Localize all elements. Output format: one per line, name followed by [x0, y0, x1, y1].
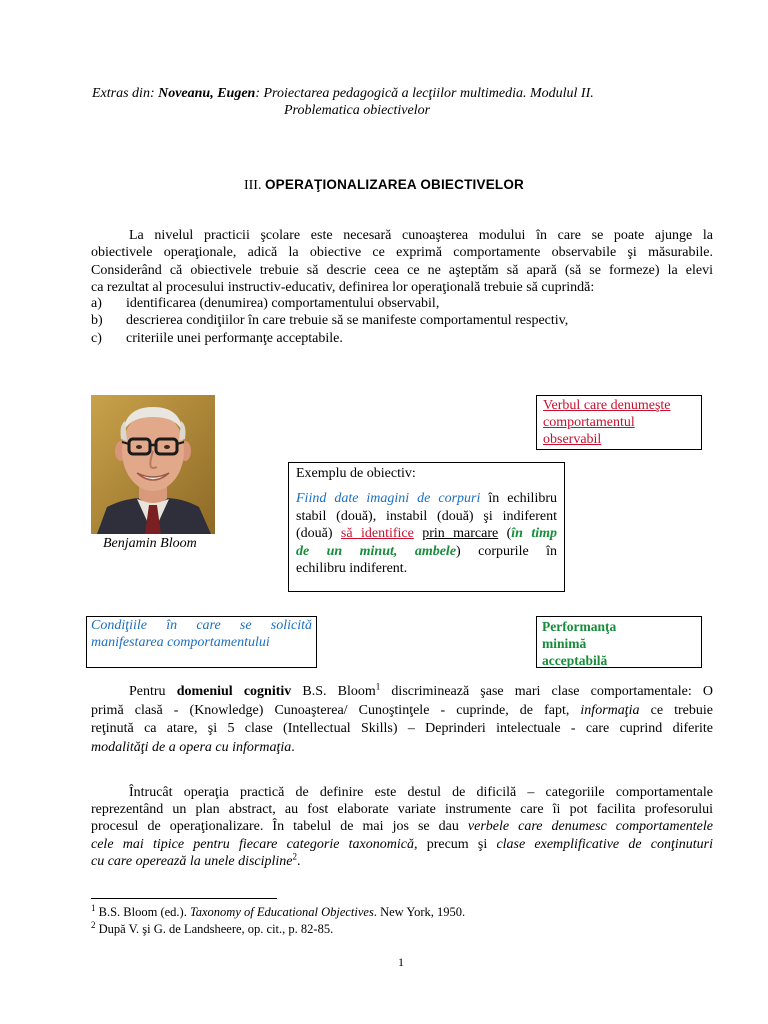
header-author: Noveanu, Eugen	[158, 86, 256, 101]
footnote-ref-1[interactable]: 1	[375, 681, 381, 692]
footnote-2: $^2$ După V. şi G. de Landsheere, op. cit., p. 82-85.	[91, 919, 334, 936]
footnote-ref-2[interactable]: 2	[292, 851, 298, 862]
operationalization-paragraph: Întrucât operaţia practică de definire este destul de dificilă – categoriile comportamentale reprezentând un plan abstract, au fost elaborate variate instrumente care îi pot facilita profesorului procesul de operaţionalizare. În tabelul de mai jos se dau verbele care denumesc comportamentele cele mai tipice pentru fiecare categorie taxonomică, precum şi clase exemplificative de conţinuturi cu care operează la unele discipline$^2$.	[91, 785, 713, 869]
header-subtitle: Problematica obiectivelor	[284, 103, 431, 118]
portrait-caption: Benjamin Bloom	[103, 536, 197, 551]
objective-example-box: Exemplu de obiectiv: Fiind date imagini de corpuri în echilibru stabil (două), instabil (două) şi indiferent (două) să identifice prin marcare (în timp de un minut, ambele) corpurile în echilibru indiferent.	[288, 462, 565, 592]
benjamin-bloom-portrait	[91, 395, 215, 534]
conditions-callout-box: Condiţiile în care se solicită manifestarea comportamentului	[86, 616, 317, 668]
criteria-list	[91, 295, 568, 347]
section-heading: III. OPERAŢIONALIZAREA OBIECTIVELOR	[243, 177, 524, 193]
intro-paragraph: La nivelul practicii şcolare este necesară cunoaşterea modului în care se poate ajunge la obiectivele operaţionale, adică la obiective ce exprimă comportamente observabile şi măsurabile. Considerând că obiectivele trebuie să descrie ceea ce ne aşteptăm să apară (să se formeze) la elevi ca rezultat al procesului instructiv-educativ, definirea lor operaţională trebuie să cuprindă:	[91, 228, 713, 296]
portrait-image	[91, 395, 215, 534]
header-citation: Extras din: Noveanu, Eugen: Proiectarea pedagogică a lecţiilor multimedia. Modulul II.	[92, 86, 594, 101]
cognitive-domain-paragraph: Pentru domeniul cognitiv B.S. Bloom$^1$ discriminează şase mari clase comportamentale: O primă clasă - (Knowledge) Cunoaşterea/ Cunoştinţele - cuprinde, de fapt, informaţia ce trebuie reţinută ca atare, şi 5 clase (Intellectual Skills) – Deprinderi intelectuale - care cuprind diferite modalităţi de a opera cu informaţia.	[91, 681, 713, 755]
performance-callout-box: Performanţa minimă acceptabilă	[536, 616, 702, 668]
example-title: Exemplu de obiectiv:	[296, 466, 416, 481]
list-item: c) criteriile unei performanţe acceptabile.	[91, 330, 343, 346]
list-item: a) identificarea (denumirea) comportamentului observabil,	[91, 296, 440, 311]
footnote-1: $^1$ B.S. Bloom (ed.). Taxonomy of Educational Objectives. New York, 1950.	[91, 902, 466, 919]
footnote-separator	[91, 898, 277, 899]
list-item: b) descrierea condiţiilor în care trebuie să se manifeste comportamentul respectiv,	[91, 313, 569, 329]
page-number: 1	[398, 955, 404, 969]
verb-callout-box: Verbul care denumeşte comportamentul observabil	[536, 395, 702, 450]
